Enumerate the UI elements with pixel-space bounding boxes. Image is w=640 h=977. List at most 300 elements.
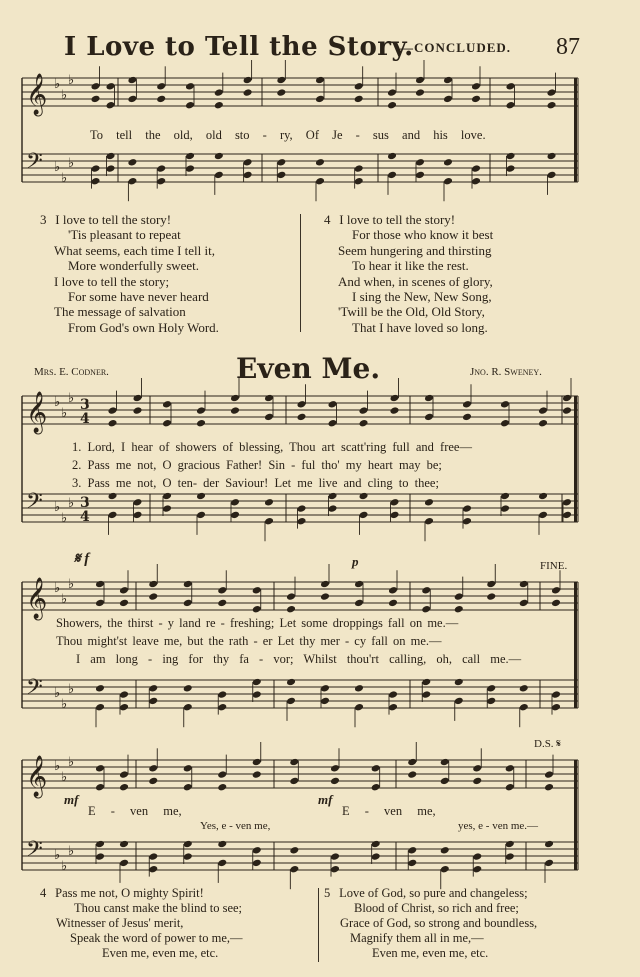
note-head — [407, 770, 417, 779]
note-head — [538, 406, 548, 415]
note-head — [354, 164, 364, 173]
note-head — [320, 592, 330, 601]
note-head — [421, 586, 431, 595]
bass-clef: 𝄢 — [26, 489, 43, 519]
note-head — [424, 517, 434, 526]
note-head — [424, 394, 434, 403]
time-sig-bottom: 4 — [80, 411, 90, 427]
note-head — [330, 852, 340, 861]
note-head — [315, 95, 325, 104]
hymn2-verse-4 — [40, 886, 243, 961]
flat-sign: ♭ — [68, 73, 75, 88]
note-head — [127, 95, 137, 104]
note-head — [214, 88, 224, 97]
verse-line: Speak the word of power to me,— — [70, 931, 243, 945]
note-head — [440, 777, 450, 786]
note-head — [387, 101, 397, 110]
flat-sign: ♭ — [61, 770, 68, 785]
note-head — [388, 690, 398, 699]
note-head — [95, 783, 105, 792]
flat-sign: ♭ — [61, 88, 68, 103]
note-head — [133, 394, 143, 403]
note-head — [217, 599, 227, 608]
verse-line: 4 I love to tell the story! — [324, 212, 456, 227]
yes-even-me-2: yes, e - ven me.— — [458, 820, 539, 832]
refrain-line-3: I am long - ing for thy fa - vor; Whilst thou'rt calling, oh, call me.— — [76, 652, 522, 666]
note-head — [95, 852, 105, 861]
note-head — [264, 517, 274, 526]
verse-line: For some have never heard — [68, 289, 209, 305]
note-head — [354, 684, 364, 693]
flat-sign: ♭ — [68, 844, 75, 859]
note-head — [328, 492, 338, 501]
note-head — [127, 177, 137, 186]
note-head — [328, 504, 338, 513]
verse-line: To hear it like the rest. — [352, 258, 469, 274]
note-head — [547, 171, 557, 180]
note-head — [217, 690, 227, 699]
note-head — [486, 697, 496, 706]
time-sig-bottom: 4 — [80, 509, 90, 525]
note-head — [297, 413, 307, 422]
composer-credit: Jno. R. Sweney. — [470, 366, 542, 378]
flat-sign: ♭ — [61, 171, 68, 186]
note-head — [328, 419, 338, 428]
note-head — [471, 177, 481, 186]
note-head — [230, 394, 240, 403]
verse-line: That I have loved so long. — [352, 319, 488, 335]
note-head — [119, 599, 129, 608]
note-head — [196, 492, 206, 501]
note-head — [243, 88, 253, 97]
note-head — [462, 504, 472, 513]
note-head — [421, 678, 431, 687]
note-head — [371, 764, 381, 773]
note-head — [276, 88, 286, 97]
note-head — [108, 419, 118, 428]
note-head — [440, 865, 450, 874]
note-head — [390, 511, 400, 520]
verse-line: I love to tell the story; — [54, 273, 170, 289]
note-head — [562, 511, 572, 520]
note-head — [390, 394, 400, 403]
note-head — [217, 859, 227, 868]
note-head — [371, 852, 381, 861]
note-head — [252, 586, 262, 595]
fine-label: FINE. — [540, 560, 568, 572]
note-head — [127, 158, 137, 167]
note-head — [183, 840, 193, 849]
flat-sign: ♭ — [54, 395, 61, 410]
note-head — [454, 605, 464, 614]
note-head — [127, 76, 137, 85]
verse-line: Seem hungering and thirsting — [338, 242, 492, 258]
flat-sign: ♭ — [61, 592, 68, 607]
note-head — [252, 690, 262, 699]
time-sig-top: 3 — [80, 397, 90, 413]
note-head — [315, 76, 325, 85]
note-head — [359, 406, 369, 415]
note-head — [91, 95, 101, 104]
note-head — [148, 777, 158, 786]
note-head — [472, 865, 482, 874]
note-head — [252, 846, 262, 855]
flat-sign: ♭ — [61, 859, 68, 874]
note-head — [183, 852, 193, 861]
note-head — [119, 859, 129, 868]
note-head — [148, 764, 158, 773]
note-head — [538, 492, 548, 501]
bass-clef: 𝄢 — [26, 675, 43, 705]
note-head — [156, 82, 166, 91]
note-head — [505, 852, 515, 861]
flat-sign: ♭ — [68, 682, 75, 697]
hymn1-verse-4 — [324, 212, 493, 335]
note-head — [359, 492, 369, 501]
refrain-line-1: Showers, the thirst - y land re - freshing; Let some droppings fall on me.— — [56, 616, 459, 630]
note-head — [119, 783, 129, 792]
note-head — [95, 703, 105, 712]
note-head — [108, 406, 118, 415]
note-head — [243, 171, 253, 180]
flat-sign: ♭ — [54, 848, 61, 863]
treble-clef: 𝄞 — [26, 578, 48, 619]
note-head — [252, 678, 262, 687]
stanza-1-lyrics: 1. Lord, I hear of showers of blessing, Thou art scatt'ring full and free— — [72, 440, 472, 454]
note-head — [252, 605, 262, 614]
note-head — [95, 684, 105, 693]
note-head — [230, 511, 240, 520]
note-head — [243, 158, 253, 167]
note-head — [320, 684, 330, 693]
flat-sign: ♭ — [68, 156, 75, 171]
note-head — [328, 400, 338, 409]
note-head — [91, 164, 101, 173]
segno-forte-mark: 𝄋 f — [74, 551, 90, 567]
note-head — [371, 840, 381, 849]
note-head — [547, 101, 557, 110]
note-head — [185, 152, 195, 161]
note-head — [106, 101, 116, 110]
note-head — [133, 406, 143, 415]
note-head — [330, 865, 340, 874]
verse-line: 'Tis pleasant to repeat — [68, 227, 181, 243]
note-head — [133, 511, 143, 520]
note-head — [162, 492, 172, 501]
note-head — [230, 498, 240, 507]
flat-sign: ♭ — [54, 77, 61, 92]
note-head — [551, 690, 561, 699]
dal-segno-label: D.S. 𝄋 — [534, 738, 562, 750]
note-head — [185, 164, 195, 173]
note-head — [547, 88, 557, 97]
verse-line: I sing the New, New Song, — [352, 289, 492, 305]
note-head — [424, 413, 434, 422]
note-head — [133, 498, 143, 507]
note-head — [472, 777, 482, 786]
note-head — [183, 684, 193, 693]
note-head — [264, 498, 274, 507]
note-head — [119, 770, 129, 779]
hymn2-title: Even Me. — [236, 352, 381, 385]
note-head — [454, 678, 464, 687]
note-head — [387, 171, 397, 180]
note-head — [91, 177, 101, 186]
note-head — [148, 592, 158, 601]
note-head — [214, 171, 224, 180]
even-me-2: E - ven me, — [342, 804, 436, 818]
note-head — [119, 690, 129, 699]
note-head — [471, 95, 481, 104]
note-head — [320, 580, 330, 589]
verse-divider — [300, 214, 301, 332]
verse-line: 5 Love of God, so pure and changeless; — [324, 886, 528, 900]
note-head — [315, 177, 325, 186]
flat-sign: ♭ — [68, 755, 75, 770]
note-head — [276, 158, 286, 167]
note-head — [472, 852, 482, 861]
note-head — [505, 783, 515, 792]
verse-line: More wonderfully sweet. — [68, 258, 200, 274]
note-head — [486, 684, 496, 693]
note-head — [471, 164, 481, 173]
note-head — [196, 406, 206, 415]
note-head — [286, 605, 296, 614]
note-head — [506, 164, 516, 173]
note-head — [407, 758, 417, 767]
note-head — [214, 152, 224, 161]
note-head — [217, 770, 227, 779]
verse-line: Thou canst make the blind to see; — [74, 901, 243, 915]
note-head — [330, 777, 340, 786]
note-head — [506, 82, 516, 91]
note-head — [108, 511, 118, 520]
verse-line: Grace of God, so strong and boundless, — [340, 916, 538, 930]
note-head — [289, 865, 299, 874]
note-head — [388, 703, 398, 712]
note-head — [500, 492, 510, 501]
note-head — [106, 82, 116, 91]
note-head — [252, 758, 262, 767]
note-head — [264, 394, 274, 403]
note-head — [390, 406, 400, 415]
note-head — [214, 101, 224, 110]
note-head — [506, 101, 516, 110]
note-head — [156, 177, 166, 186]
note-head — [162, 504, 172, 513]
note-head — [407, 846, 417, 855]
note-head — [106, 164, 116, 173]
note-head — [387, 152, 397, 161]
note-head — [148, 852, 158, 861]
note-head — [538, 511, 548, 520]
note-head — [421, 690, 431, 699]
note-head — [562, 394, 572, 403]
note-head — [562, 498, 572, 507]
note-head — [505, 764, 515, 773]
note-head — [106, 152, 116, 161]
mezzo-forte-mark-2: mf — [318, 792, 333, 807]
note-head — [486, 592, 496, 601]
note-head — [119, 586, 129, 595]
note-head — [359, 511, 369, 520]
note-head — [354, 580, 364, 589]
note-head — [185, 82, 195, 91]
note-head — [519, 684, 529, 693]
time-sig-top: 3 — [80, 495, 90, 511]
flat-sign: ♭ — [54, 581, 61, 596]
note-head — [359, 419, 369, 428]
verse-line: The message of salvation — [54, 304, 186, 320]
note-head — [421, 605, 431, 614]
note-head — [119, 840, 129, 849]
note-head — [264, 413, 274, 422]
note-head — [551, 599, 561, 608]
note-head — [544, 840, 554, 849]
verse-line: Blood of Christ, so rich and free; — [354, 901, 519, 915]
verse-line: Magnify them all in me,— — [350, 931, 484, 945]
note-head — [119, 703, 129, 712]
bass-clef: 𝄢 — [26, 149, 43, 179]
note-head — [388, 586, 398, 595]
verse-line: 4 Pass me not, O mighty Spirit! — [40, 886, 204, 900]
note-head — [407, 859, 417, 868]
note-head — [330, 764, 340, 773]
concluded-label: —CONCLUDED. — [400, 40, 512, 55]
note-head — [183, 599, 193, 608]
note-head — [443, 76, 453, 85]
note-head — [544, 859, 554, 868]
note-head — [230, 406, 240, 415]
page-number: 87 — [556, 34, 580, 60]
note-head — [354, 599, 364, 608]
hymn2-verse-5 — [324, 886, 537, 961]
stanza-3-lyrics: 3. Pass me not, O ten- der Saviour! Let me live and cling to thee; — [72, 476, 439, 490]
note-head — [183, 764, 193, 773]
note-head — [390, 498, 400, 507]
note-head — [547, 152, 557, 161]
note-head — [185, 101, 195, 110]
note-head — [519, 599, 529, 608]
note-head — [424, 498, 434, 507]
flat-sign: ♭ — [54, 686, 61, 701]
even-me-1: E - ven me, — [88, 804, 182, 818]
note-head — [462, 400, 472, 409]
flat-sign: ♭ — [68, 391, 75, 406]
note-head — [415, 158, 425, 167]
mezzo-forte-mark-1: mf — [64, 792, 79, 807]
note-head — [551, 586, 561, 595]
flat-sign: ♭ — [61, 406, 68, 421]
note-head — [472, 764, 482, 773]
flat-sign: ♭ — [61, 697, 68, 712]
final-bar-thick — [574, 396, 577, 522]
verse-line: What seems, each time I tell it, — [54, 242, 215, 258]
note-head — [95, 840, 105, 849]
final-bar-thick — [574, 760, 577, 870]
note-head — [156, 95, 166, 104]
note-head — [217, 840, 227, 849]
note-head — [286, 697, 296, 706]
note-head — [289, 777, 299, 786]
note-head — [289, 846, 299, 855]
note-head — [471, 82, 481, 91]
note-head — [289, 758, 299, 767]
flat-sign: ♭ — [61, 511, 68, 526]
note-head — [519, 703, 529, 712]
note-head — [156, 164, 166, 173]
verse-line: And when, in scenes of glory, — [338, 273, 493, 289]
note-head — [387, 88, 397, 97]
note-head — [506, 152, 516, 161]
verse-line: Witnesser of Jesus' merit, — [56, 916, 184, 930]
note-head — [462, 413, 472, 422]
verse-line: 3 I love to tell the story! — [40, 212, 172, 227]
flat-sign: ♭ — [54, 500, 61, 515]
note-head — [505, 840, 515, 849]
note-head — [486, 580, 496, 589]
note-head — [148, 697, 158, 706]
note-head — [276, 171, 286, 180]
note-head — [500, 504, 510, 513]
verse-divider — [318, 888, 319, 962]
note-head — [371, 783, 381, 792]
flat-sign: ♭ — [68, 496, 75, 511]
note-head — [297, 517, 307, 526]
note-head — [354, 82, 364, 91]
note-head — [443, 95, 453, 104]
final-bar-thick — [574, 582, 577, 708]
note-head — [415, 171, 425, 180]
note-head — [443, 177, 453, 186]
verse-line: Even me, even me, etc. — [102, 946, 219, 960]
flat-sign: ♭ — [54, 160, 61, 175]
note-head — [454, 697, 464, 706]
note-head — [91, 82, 101, 91]
note-head — [148, 580, 158, 589]
note-head — [551, 703, 561, 712]
treble-clef: 𝄞 — [26, 756, 48, 797]
note-head — [162, 400, 172, 409]
note-head — [108, 492, 118, 501]
note-head — [354, 703, 364, 712]
note-head — [443, 158, 453, 167]
final-bar-thick — [574, 78, 577, 182]
note-head — [183, 783, 193, 792]
treble-clef: 𝄞 — [26, 392, 48, 433]
author-credit: Mrs. E. Codner. — [34, 366, 109, 378]
note-head — [562, 406, 572, 415]
note-head — [440, 846, 450, 855]
note-head — [95, 599, 105, 608]
note-head — [217, 703, 227, 712]
note-head — [440, 758, 450, 767]
note-head — [388, 599, 398, 608]
verse-line: 'Twill be the Old, Old Story, — [338, 304, 485, 320]
note-head — [500, 419, 510, 428]
verse-line: Even me, even me, etc. — [372, 946, 489, 960]
verse-line: For those who know it best — [352, 227, 494, 243]
note-head — [462, 517, 472, 526]
note-head — [217, 783, 227, 792]
note-head — [217, 586, 227, 595]
note-head — [276, 76, 286, 85]
bass-clef: 𝄢 — [26, 837, 43, 867]
verse-line: From God's own Holy Word. — [68, 319, 219, 335]
note-head — [315, 158, 325, 167]
note-head — [148, 684, 158, 693]
yes-even-me-1: Yes, e - ven me, — [200, 820, 271, 832]
